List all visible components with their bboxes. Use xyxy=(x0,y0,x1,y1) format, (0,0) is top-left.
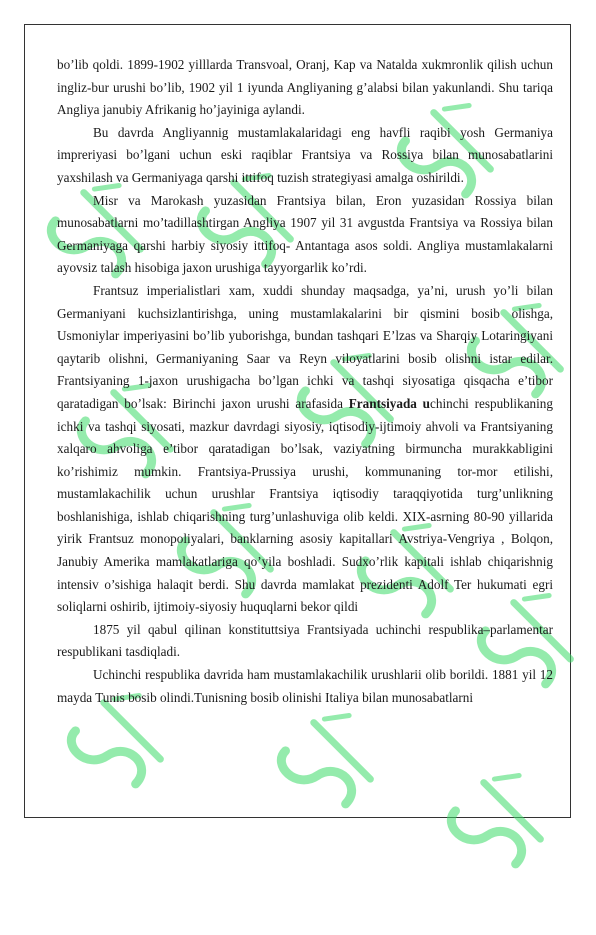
bold-text: Frantsiyada u xyxy=(348,395,431,411)
paragraph-text: Uchinchi respublika davrida ham mustamlakachilik urushlarii olib borildi. 1881 yil 12 mayda Tunis bosib olindi.Tunisning bosib olinishi Italiya bilan munosabatlarni xyxy=(57,667,553,705)
paragraph-2 xyxy=(57,122,553,190)
paragraph-4 xyxy=(57,280,553,619)
paragraph-5 xyxy=(57,619,553,664)
paragraph-text: 1875 yil qabul qilinan konstituttsiya Frantsiyada uchinchi respublika–parlamentar respublikani tasdiqladi. xyxy=(57,621,553,660)
paragraph-text: Bu davrda Angliyannig mustamlakalaridagi eng havfli raqibi yosh Germaniya impreriyasi bo’lgani uchun eski raqiblar Frantsiya va Rossiya bilan munosabatlarini yaxshilash va Germaniyaga qarshi ittifoq tuzish strategiyasi amalga oshirildi. xyxy=(57,124,553,185)
document-body xyxy=(57,54,553,709)
paragraph-text: Frantsuz imperialistlari xam, xuddi shunday maqsadga, ya’ni, urush yo’li bilan Germaniyani kuchsizlantirishga, uning mustamlakalarini bir qismini bosib olishga, Usmoniylar imperiyasini bo’lib yuborishga, bundan tashqari E’lzas va Sharqiy Lotaringiyani qaytarib olishni, Germaniyaning Saar va Reyn viloyatlarini bosib olishni istar edilar. Frantsiyaning 1-jaxon urushigacha bo’lgan ichki va tashqi siyosatiga qisqacha e’tibor qaratadigan bo’lsak: Birinchi jaxon urushi arafasida xyxy=(57,282,553,411)
paragraph-text: bo’lib qoldi. 1899-1902 yilllarda Transvoal, Oranj, Kap va Natalda xukmronlik qilish uchun ingliz-bur urushi bo’lib, 1902 yil 1 iyunda Angliyaning g’alabsi bilan yakunlandi. Shu tariqa Angliya janubiy Afrikanig ho’jayiniga aylandi. xyxy=(57,57,553,118)
paragraph-1 xyxy=(57,54,553,122)
paragraph-text: Misr va Marokash yuzasidan Frantsiya bilan, Eron yuzasidan Rossiya bilan munosabatlarni mo’tadillashtirgan Angliya 1907 yil 31 avgustda Frantsiya va Rossiya bilan Germaniyaga qarshi harbiy siyosiy ittifoq- Antantaga asos soldi. Angliya mustamlakalarni ayovsiz talash hisobiga jaxon urushiga tayyorgarlik ko’rdi. xyxy=(57,192,553,276)
paragraph-text: chinchi respublikaning ichki va tashqi siyosati, mazkur davrdagi siyosiy, iqtisodiy-ijtimoiy ahvoli va Frantsiyaning xalqaro ahvoliga e’tibor qaratadigan bo’lsak, vaziyatning birmuncha murakkabligini ko’rishimiz mumkin. Frantsiya-Prussiya urushi, kommunaning tor-mor etilishi, mustamlakachilik uchun urushlar Frantsiya iqtisodiy taraqqiyotida turg’unlikning boshlanishiga, ishlab chiqarishning turg’unlashuviga olib keldi. XIX-asrning 80-90 yillarida yirik Frantsuz monopoliyalari, banklarning asosiy kapitallari Avstriya-Vengriya , Bolqon, Janubiy Amerika mamlakatlariga qo’yila boshladi. Sudxo’rlik kapitali ishlab chiqarishnig intensiv o’sishiga halaqit berdi. Shu davrda mamlakat prezidenti Adolf Ter hukumati egri soliqlarni oshirib, ijtimoiy-siyosiy huquqlarni bekor qildi xyxy=(57,395,553,615)
paragraph-3 xyxy=(57,190,553,280)
paragraph-6 xyxy=(57,664,553,709)
